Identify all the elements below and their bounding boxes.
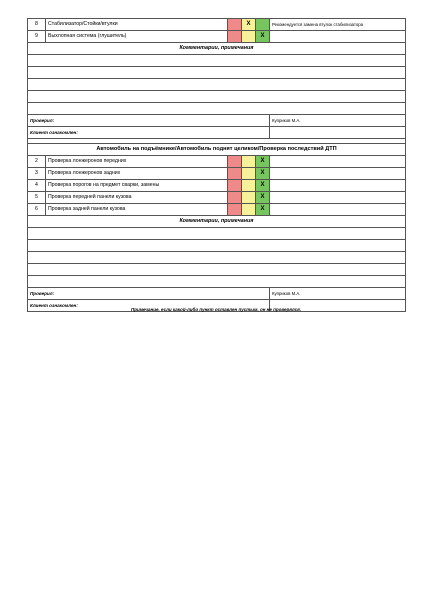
row-item: Проверка лонжеронов передних	[46, 156, 228, 168]
status-yellow-cell[interactable]	[242, 156, 256, 168]
status-red-cell[interactable]	[228, 192, 242, 204]
comments-heading: Комментарии, примечания	[28, 43, 406, 55]
table-row	[28, 180, 406, 192]
checked-by-label: Проверил:	[28, 288, 270, 300]
client-acknowledged-label: Клиент ознакомлен:	[28, 127, 270, 139]
client-acknowledged-label: Клиент ознакомлен:	[28, 300, 270, 312]
status-red-cell[interactable]	[228, 180, 242, 192]
row-note	[270, 31, 406, 43]
status-yellow-cell[interactable]	[242, 204, 256, 216]
row-item: Проверка передней панели кузова	[46, 192, 228, 204]
table-row	[28, 168, 406, 180]
row-item: Проверка лонжеронов задних	[46, 168, 228, 180]
status-red-cell[interactable]	[228, 156, 242, 168]
comment-line[interactable]	[28, 252, 406, 264]
status-green-cell[interactable]	[256, 19, 270, 31]
client-signature-field[interactable]	[270, 127, 406, 139]
table-row	[28, 192, 406, 204]
status-green-cell[interactable]: X	[256, 180, 270, 192]
status-green-cell[interactable]: X	[256, 168, 270, 180]
comment-line[interactable]	[28, 55, 406, 67]
row-note: Рекомендуется замена втулок стабилизатора	[270, 19, 406, 31]
checked-by-name: Куприков М.А.	[270, 115, 406, 127]
row-item: Выхлопная система (глушитель)	[46, 31, 228, 43]
status-yellow-cell[interactable]	[242, 180, 256, 192]
row-item: Проверка задней панели кузова	[46, 204, 228, 216]
row-item: Проверка порогов на предмет сварки, замены	[46, 180, 228, 192]
status-green-cell[interactable]: X	[256, 31, 270, 43]
footnote: Примечание, если какой-либо пункт оставлен пустым, он не проверялся.	[130, 307, 302, 312]
status-red-cell[interactable]	[228, 19, 242, 31]
section-heading: Автомобиль на подъёмнике/Автомобиль поднят целиком/Проверка последствий ДТП	[28, 144, 406, 156]
checked-by-name: Куприков М.А.	[270, 288, 406, 300]
row-note	[270, 168, 406, 180]
status-red-cell[interactable]	[228, 204, 242, 216]
status-red-cell[interactable]	[228, 168, 242, 180]
comment-line[interactable]	[28, 103, 406, 115]
row-note	[270, 192, 406, 204]
comment-line[interactable]	[28, 91, 406, 103]
inspection-table	[27, 18, 406, 312]
row-note	[270, 204, 406, 216]
row-note	[270, 156, 406, 168]
row-number: 8	[28, 19, 46, 31]
row-number: 3	[28, 168, 46, 180]
comment-line[interactable]	[28, 67, 406, 79]
status-red-cell[interactable]	[228, 31, 242, 43]
comment-line[interactable]	[28, 240, 406, 252]
table-row	[28, 31, 406, 43]
table-row	[28, 156, 406, 168]
comments-heading: Комментарии, примечания	[28, 216, 406, 228]
status-yellow-cell[interactable]: X	[242, 19, 256, 31]
status-green-cell[interactable]: X	[256, 192, 270, 204]
row-number: 2	[28, 156, 46, 168]
row-item: Стабилизатор/Стойки/втулки	[46, 19, 228, 31]
status-green-cell[interactable]: X	[256, 156, 270, 168]
status-yellow-cell[interactable]	[242, 168, 256, 180]
checked-by-label: Проверил:	[28, 115, 270, 127]
status-yellow-cell[interactable]	[242, 192, 256, 204]
row-number: 4	[28, 180, 46, 192]
comment-line[interactable]	[28, 79, 406, 91]
comment-line[interactable]	[28, 228, 406, 240]
table-row	[28, 19, 406, 31]
table-row	[28, 204, 406, 216]
row-number: 5	[28, 192, 46, 204]
row-number: 6	[28, 204, 46, 216]
comment-line[interactable]	[28, 264, 406, 276]
status-yellow-cell[interactable]	[242, 31, 256, 43]
status-green-cell[interactable]: X	[256, 204, 270, 216]
inspection-sheet	[27, 18, 405, 312]
comment-line[interactable]	[28, 276, 406, 288]
row-note	[270, 180, 406, 192]
row-number: 9	[28, 31, 46, 43]
